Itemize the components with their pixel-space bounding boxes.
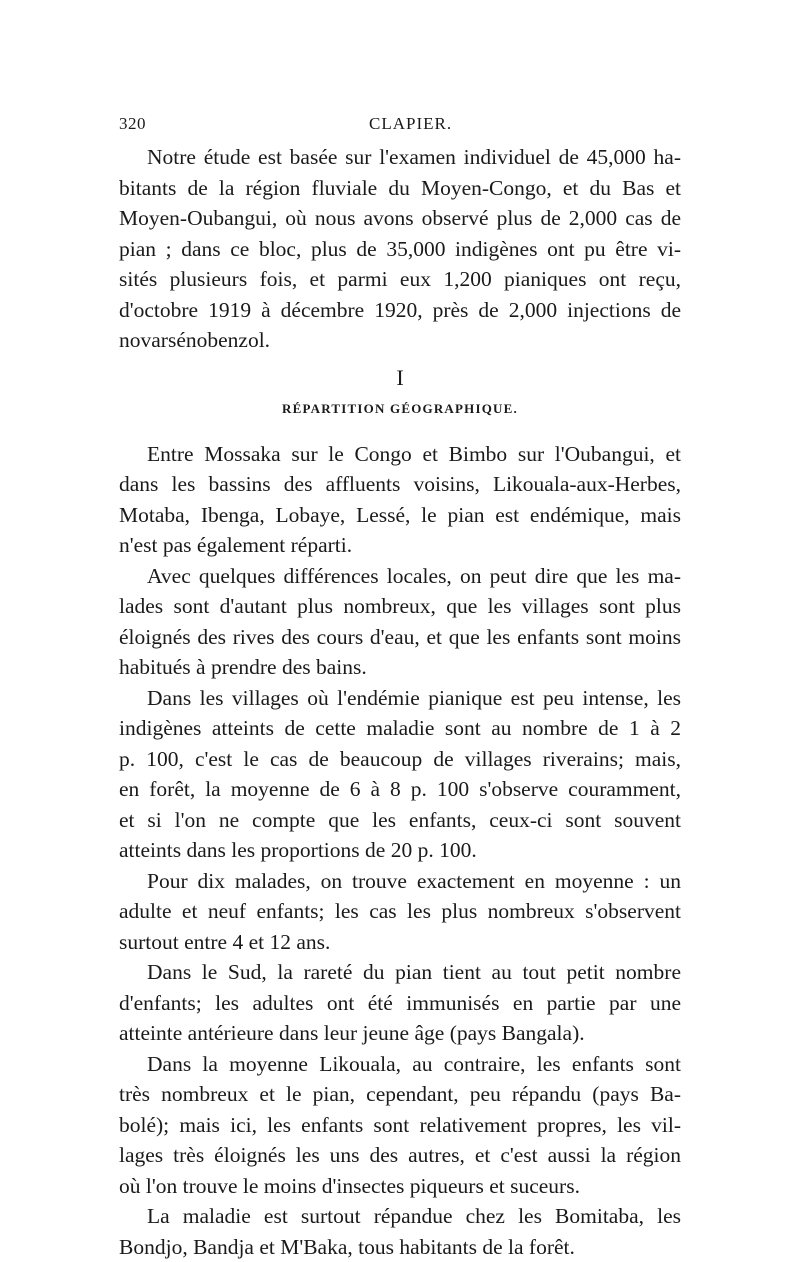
text-line: Notre étude est basée sur l'examen individuel de 45,000 ha- <box>119 142 681 173</box>
text-line: La maladie est surtout répandue chez les Bomitaba, les <box>119 1201 681 1232</box>
text-line: éloignés des rives des cours d'eau, et que les enfants sont moins <box>119 622 681 653</box>
text-line: en forêt, la moyenne de 6 à 8 p. 100 s'observe couramment, <box>119 774 681 805</box>
text-line: atteints dans les proportions de 20 p. 100. <box>119 835 681 866</box>
paragraph <box>119 866 681 958</box>
text-line: n'est pas également réparti. <box>119 530 681 561</box>
text-line: bitants de la région fluviale du Moyen-Congo, et du Bas et <box>119 173 681 204</box>
text-line: Dans la moyenne Likouala, au contraire, les enfants sont <box>119 1049 681 1080</box>
text-line: Dans les villages où l'endémie pianique est peu intense, les <box>119 683 681 714</box>
text-line: novarsénobenzol. <box>119 325 681 356</box>
paragraph <box>119 1049 681 1202</box>
text-line: très nombreux et le pian, cependant, peu répandu (pays Ba- <box>119 1079 681 1110</box>
text-line: atteinte antérieure dans leur jeune âge (pays Bangala). <box>119 1018 681 1049</box>
section-numeral: I <box>119 365 681 395</box>
text-line: indigènes atteints de cette maladie sont au nombre de 1 à 2 <box>119 713 681 744</box>
text-line: lades sont d'autant plus nombreux, que les villages sont plus <box>119 591 681 622</box>
text-line: bolé); mais ici, les enfants sont relativement propres, les vil- <box>119 1110 681 1141</box>
text-line: habitués à prendre des bains. <box>119 652 681 683</box>
text-line: Avec quelques différences locales, on peut dire que les ma- <box>119 561 681 592</box>
text-line: Moyen-Oubangui, où nous avons observé plus de 2,000 cas de <box>119 203 681 234</box>
intro-paragraph <box>119 142 681 356</box>
text-line: Motaba, Ibenga, Lobaye, Lessé, le pian est endémique, mais <box>119 500 681 531</box>
paragraph <box>119 683 681 866</box>
text-line: Pour dix malades, on trouve exactement en moyenne : un <box>119 866 681 897</box>
text-line: Dans le Sud, la rareté du pian tient au tout petit nombre <box>119 957 681 988</box>
paragraph <box>119 561 681 683</box>
paragraph <box>119 957 681 1049</box>
text-line: d'enfants; les adultes ont été immunisés en partie par une <box>119 988 681 1019</box>
text-line: Entre Mossaka sur le Congo et Bimbo sur l'Oubangui, et <box>119 439 681 470</box>
text-line: lages très éloignés les uns des autres, et c'est aussi la région <box>119 1140 681 1171</box>
section-heading: RÉPARTITION GÉOGRAPHIQUE. <box>119 401 681 421</box>
paragraph <box>119 1201 681 1262</box>
running-title: CLAPIER. <box>369 114 452 134</box>
page-number: 320 <box>119 114 146 134</box>
text-line: Bondjo, Bandja et M'Baka, tous habitants de la forêt. <box>119 1232 681 1262</box>
text-line: adulte et neuf enfants; les cas les plus nombreux s'observent <box>119 896 681 927</box>
text-line: où l'on trouve le moins d'insectes piqueurs et suceurs. <box>119 1171 681 1202</box>
running-head <box>119 112 681 142</box>
text-line: d'octobre 1919 à décembre 1920, près de 2,000 injections de <box>119 295 681 326</box>
text-line: p. 100, c'est le cas de beaucoup de villages riverains; mais, <box>119 744 681 775</box>
text-line: surtout entre 4 et 12 ans. <box>119 927 681 958</box>
page <box>119 112 681 1262</box>
text-line: et si l'on ne compte que les enfants, ceux-ci sont souvent <box>119 805 681 836</box>
text-line: dans les bassins des affluents voisins, Likouala-aux-Herbes, <box>119 469 681 500</box>
paragraph <box>119 439 681 561</box>
text-line: pian ; dans ce bloc, plus de 35,000 indigènes ont pu être vi- <box>119 234 681 265</box>
text-line: sités plusieurs fois, et parmi eux 1,200 pianiques ont reçu, <box>119 264 681 295</box>
